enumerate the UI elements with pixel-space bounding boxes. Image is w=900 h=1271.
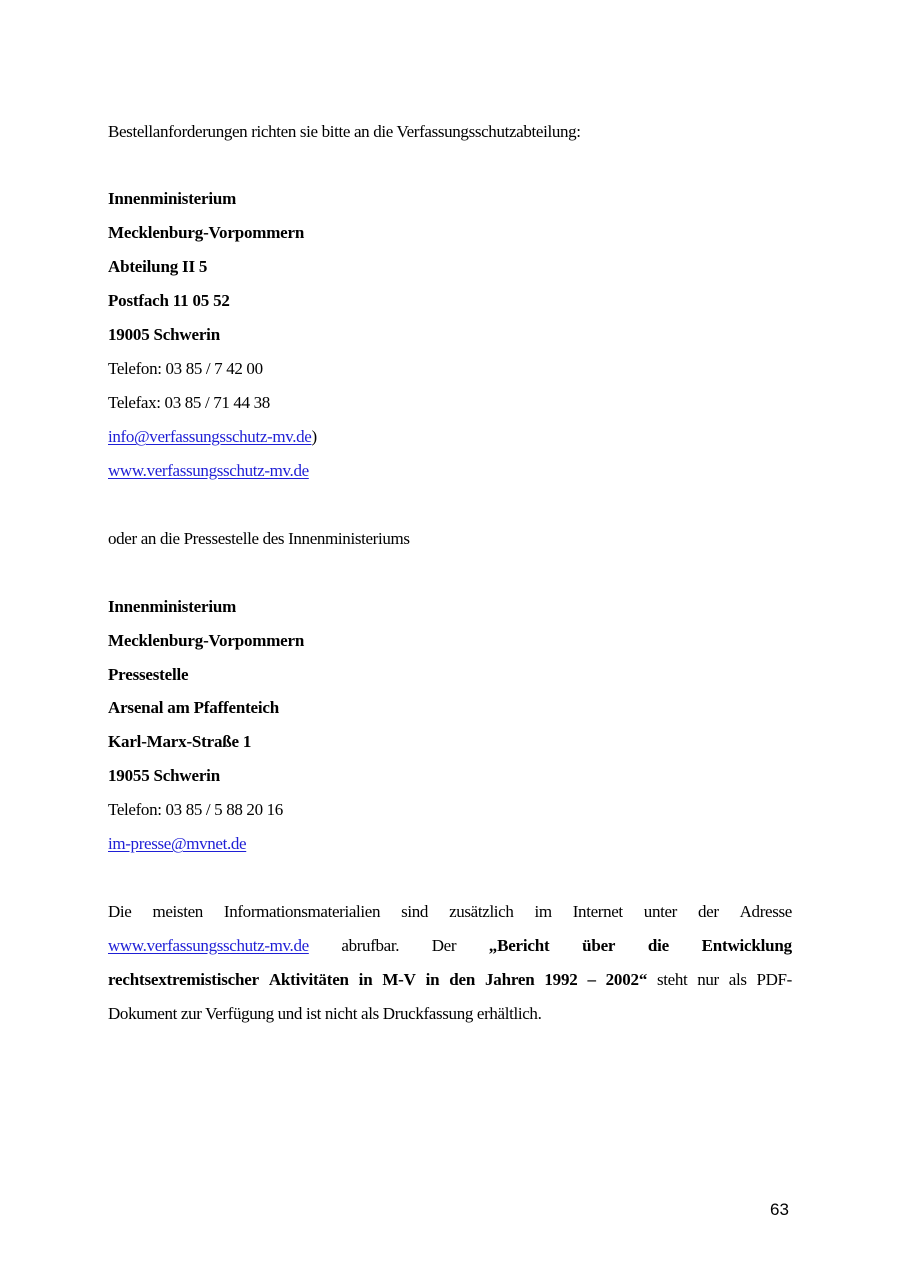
report-title-word: die [647,936,669,955]
report-title-word: Entwicklung [701,936,792,955]
paragraph-word: abrufbar. [341,936,400,955]
address2-email-link[interactable]: im-presse@mvnet.de [108,834,247,853]
report-title-word: „Bericht [488,936,550,955]
address1-web-line [108,460,309,482]
report-title-word: über [582,936,616,955]
paragraph-word: nur [697,970,719,989]
report-title-word: rechtsextremistischer [108,970,259,989]
paragraph-web-link[interactable]: www.verfassungsschutz-mv.de [108,936,309,955]
paragraph-word: im [534,902,552,921]
paragraph-word: Informationsmaterialien [223,902,381,921]
report-title-word: in [358,970,373,989]
intro-text: Bestellanforderungen richten sie bitte an die Verfassungsschutzabteilung: [108,122,581,141]
paragraph-word: zusätzlich [449,902,514,921]
paragraph-word: PDF- [756,970,792,989]
paragraph-word: Die [108,902,132,921]
alternative-text: oder an die Pressestelle des Innenministeriums [108,529,410,548]
paragraph-word: Der [431,936,457,955]
address2-phone: Telefon: 03 85 / 5 88 20 16 [108,800,283,819]
address2-email-line [108,833,246,855]
document-page [108,0,792,1271]
address1-email-line [108,426,317,448]
paragraph-line-2 [108,935,792,957]
address1-line2: Mecklenburg-Vorpommern [108,223,305,242]
paragraph-word: als [728,970,747,989]
address1-phone: Telefon: 03 85 / 7 42 00 [108,359,263,378]
report-title-word: 1992 [544,970,578,989]
address1-line5: 19005 Schwerin [108,325,220,344]
report-title-word: – [587,970,596,989]
paragraph-word: unter [643,902,677,921]
address1-line3: Abteilung II 5 [108,257,208,276]
address2-line3: Pressestelle [108,665,189,684]
report-title-word: Aktivitäten [268,970,349,989]
address2-line4: Arsenal am Pfaffenteich [108,698,280,717]
address1-web-link[interactable]: www.verfassungsschutz-mv.de [108,461,309,480]
report-title-word: 2002“ [605,970,648,989]
report-title-word: M-V [382,970,416,989]
paragraph-line-4: Dokument zur Verfügung und ist nicht als Druckfassung erhältlich. [108,1004,542,1023]
address1-email-suffix: ) [311,427,317,446]
address1-fax: Telefax: 03 85 / 71 44 38 [108,393,270,412]
address2-line5: Karl-Marx-Straße 1 [108,732,252,751]
paragraph-word: Internet [572,902,623,921]
paragraph-word: steht [657,970,688,989]
address2-line2: Mecklenburg-Vorpommern [108,631,305,650]
paragraph-line-1 [108,901,792,923]
address1-email-link[interactable]: info@verfassungsschutz-mv.de [108,427,312,446]
paragraph-word: Adresse [739,902,792,921]
report-title-word: Jahren [484,970,535,989]
paragraph-word: der [697,902,719,921]
address1-line4: Postfach 11 05 52 [108,291,230,310]
address2-line1: Innenministerium [108,597,237,616]
address1-line1: Innenministerium [108,189,237,208]
address2-line6: 19055 Schwerin [108,766,220,785]
page-number: 63 [770,1200,789,1219]
report-title-word: in [425,970,440,989]
report-title-word: den [449,970,476,989]
paragraph-word: meisten [152,902,203,921]
paragraph-word: sind [401,902,429,921]
paragraph-line-3 [108,969,792,991]
